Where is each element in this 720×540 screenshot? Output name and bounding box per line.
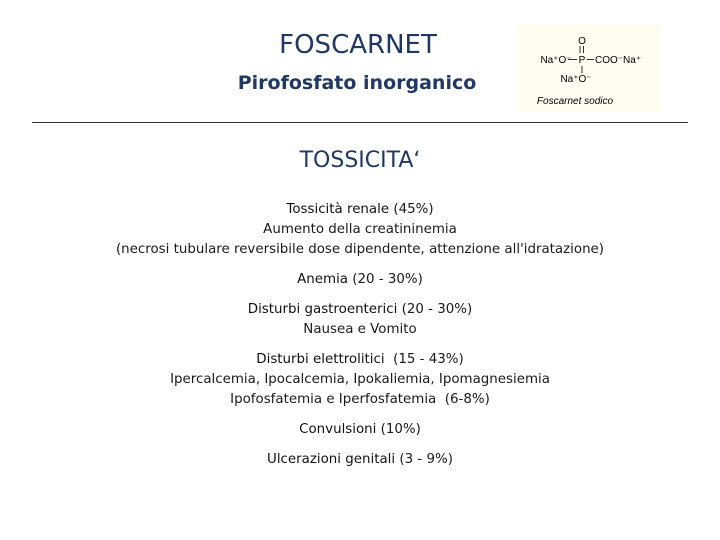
- formula-center-atom: P: [578, 55, 586, 66]
- toxicity-rate: (10%): [376, 422, 421, 437]
- formula-caption: Foscarnet sodico: [536, 96, 614, 107]
- toxicity-detail: Nausea e Vomito: [303, 322, 417, 337]
- toxicity-rate: (45%): [389, 202, 434, 217]
- toxicity-name: Anemia: [297, 272, 348, 287]
- page-title: FOSCARNET: [279, 30, 437, 60]
- toxicity-name: Disturbi gastroenterici: [247, 302, 398, 317]
- toxicity-item: [0, 350, 720, 410]
- toxicity-item: [0, 300, 720, 340]
- toxicity-rate: (20 - 30%): [397, 302, 473, 317]
- toxicity-name: Convulsioni: [299, 422, 377, 437]
- toxicity-heading: [0, 200, 720, 220]
- toxicity-list: [0, 200, 720, 480]
- toxicity-heading: [0, 300, 720, 320]
- toxicity-item: [0, 420, 720, 440]
- header-divider: [32, 122, 688, 123]
- toxicity-rate: (15 - 43%): [384, 352, 464, 367]
- toxicity-rate: (20 - 30%): [348, 272, 423, 287]
- formula-right-group: COO⁻Na⁺: [595, 55, 642, 66]
- page-subtitle: Pirofosfato inorganico: [237, 72, 477, 94]
- section-title: TOSSICITA‘: [299, 148, 421, 173]
- toxicity-detail: Aumento della creatininemia: [263, 222, 457, 237]
- toxicity-heading: [0, 450, 720, 470]
- toxicity-heading: [0, 420, 720, 440]
- toxicity-heading: [0, 270, 720, 290]
- formula-left-group: Na⁺O⁻: [540, 55, 572, 66]
- toxicity-rate: (3 - 9%): [395, 452, 453, 467]
- toxicity-item: [0, 270, 720, 290]
- toxicity-name: Ulcerazioni genitali: [267, 452, 396, 467]
- toxicity-name: Disturbi elettrolitici: [256, 352, 385, 367]
- formula-top-atom: O: [578, 36, 586, 47]
- toxicity-detail: (necrosi tubulare reversibile dose dipendente, attenzione all'idratazione): [115, 242, 605, 257]
- toxicity-name: Tossicità renale: [286, 202, 390, 217]
- toxicity-heading: [0, 350, 720, 370]
- toxicity-item: [0, 450, 720, 470]
- toxicity-detail: Ipofosfatemia e Iperfosfatemia (6-8%): [230, 392, 490, 407]
- toxicity-detail: Ipercalcemia, Ipocalcemia, Ipokaliemia, Ipomagnesiemia: [170, 372, 550, 387]
- formula-bottom-group: Na⁺O⁻: [560, 74, 592, 85]
- toxicity-item: [0, 200, 720, 260]
- structural-formula: [516, 24, 662, 112]
